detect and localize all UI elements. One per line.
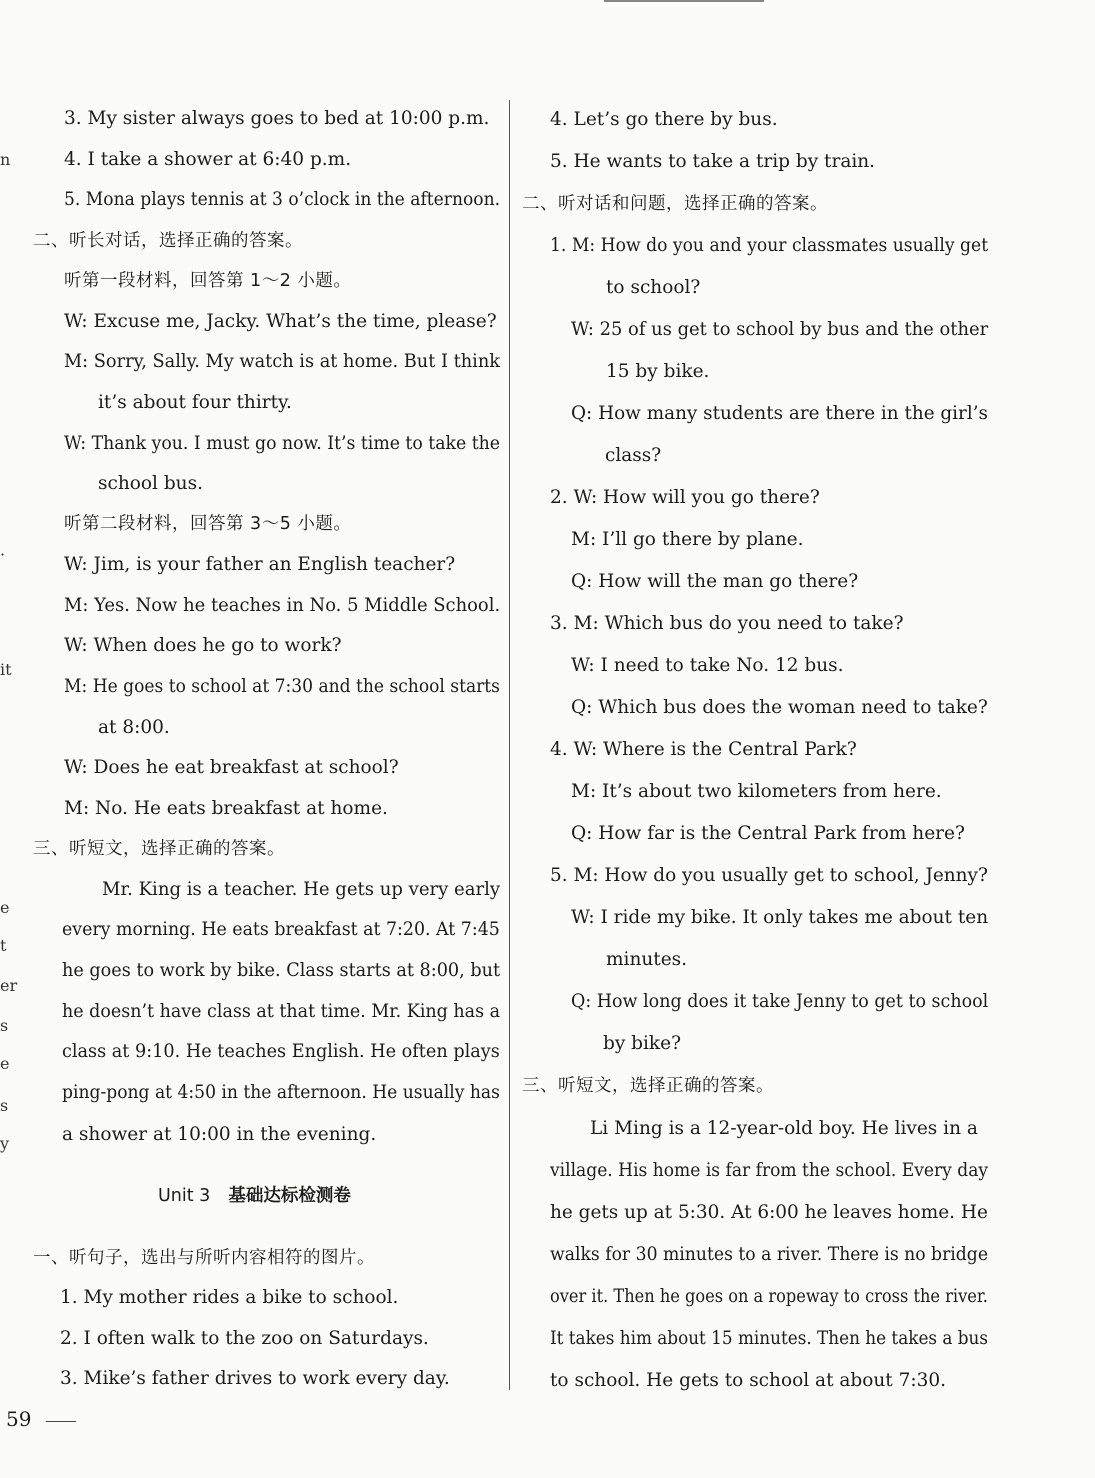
passage-line: he doesn’t have class at that time. Mr. King has a <box>62 1001 501 1022</box>
edge-fragment: e <box>0 1054 10 1073</box>
text-line: 4. I take a shower at 6:40 p.m. <box>64 149 352 170</box>
dialogue-line: school bus. <box>98 473 203 494</box>
text-line: 5. Mona plays tennis at 3 o’clock in the afternoon. <box>64 189 501 210</box>
edge-fragment: er <box>0 976 18 995</box>
edge-fragment: e <box>0 898 10 917</box>
dialogue-line: class? <box>605 445 662 466</box>
text-line: 1. My mother rides a bike to school. <box>60 1287 399 1308</box>
dialogue-line: 15 by bike. <box>606 361 710 382</box>
page-number-dash <box>46 1421 76 1422</box>
dialogue-line: it’s about four thirty. <box>98 392 292 413</box>
edge-fragment: t <box>0 936 7 955</box>
dialogue-line: W: I ride my bike. It only takes me about ten <box>571 907 989 928</box>
passage-line: over it. Then he goes on a ropeway to cross the river. <box>550 1286 988 1307</box>
passage-line: every morning. He eats breakfast at 7:20. At 7:45 <box>62 919 500 940</box>
unit-name: 基础达标检测卷 <box>228 1186 351 1206</box>
dialogue-line: to school? <box>606 277 701 298</box>
dialogue-line: M: I’ll go there by plane. <box>571 529 804 550</box>
edge-fragment: s <box>0 1096 9 1115</box>
text-line: 5. He wants to take a trip by train. <box>550 151 876 172</box>
dialogue-line: M: He goes to school at 7:30 and the school starts <box>64 676 500 697</box>
passage-line: he goes to work by bike. Class starts at 8:00, but <box>62 960 501 981</box>
dialogue-line: W: When does he go to work? <box>64 635 342 656</box>
passage-line: Mr. King is a teacher. He gets up very early <box>102 879 501 900</box>
text-line: 3. My sister always goes to bed at 10:00 p.m. <box>64 108 490 129</box>
edge-fragment: s <box>0 1016 9 1035</box>
dialogue-line: minutes. <box>606 949 688 970</box>
dialogue-line: at 8:00. <box>98 717 170 738</box>
dialogue-line: M: Yes. Now he teaches in No. 5 Middle School. <box>64 595 501 616</box>
dialogue-line: M: Sorry, Sally. My watch is at home. But I think <box>64 351 501 372</box>
edge-fragment: · <box>0 545 6 564</box>
passage-line: Li Ming is a 12-year-old boy. He lives in a <box>590 1118 978 1139</box>
text-line: 2. I often walk to the zoo on Saturdays. <box>60 1328 429 1349</box>
dialogue-line: W: Excuse me, Jacky. What’s the time, please? <box>64 311 497 332</box>
dialogue-line: W: Does he eat breakfast at school? <box>64 757 399 778</box>
dialogue-line: Q: How will the man go there? <box>571 571 859 592</box>
edge-fragment: n <box>0 150 11 169</box>
section-heading: 三、听短文，选择正确的答案。 <box>33 839 285 859</box>
unit-title <box>158 1184 351 1208</box>
dialogue-line: 1. M: How do you and your classmates usually get <box>550 235 989 256</box>
section-heading: 三、听短文，选择正确的答案。 <box>522 1076 774 1096</box>
text-line: 3. Mike’s father drives to work every day. <box>60 1368 450 1389</box>
section-heading: 二、听长对话，选择正确的答案。 <box>33 231 303 251</box>
dialogue-line: Q: How long does it take Jenny to get to school <box>571 991 989 1012</box>
dialogue-line: W: Thank you. I must go now. It’s time to take the <box>64 433 501 454</box>
dialogue-line: M: No. He eats breakfast at home. <box>64 798 388 819</box>
section-heading: 二、听对话和问题，选择正确的答案。 <box>522 194 828 214</box>
passage-line: walks for 30 minutes to a river. There is no bridge <box>550 1244 989 1265</box>
section-heading: 一、听句子，选出与所听内容相符的图片。 <box>33 1248 375 1268</box>
dialogue-line: by bike? <box>603 1033 682 1054</box>
dialogue-line: W: 25 of us get to school by bus and the other <box>571 319 989 340</box>
subsection-heading: 听第二段材料，回答第 3～5 小题。 <box>64 514 352 534</box>
dialogue-line: 4. W: Where is the Central Park? <box>550 739 857 760</box>
dialogue-line: Q: Which bus does the woman need to take? <box>571 697 988 718</box>
passage-line: class at 9:10. He teaches English. He often plays <box>62 1041 500 1062</box>
dialogue-line: W: I need to take No. 12 bus. <box>571 655 844 676</box>
passage-line: ping-pong at 4:50 in the afternoon. He usually has <box>62 1082 500 1103</box>
top-rule <box>604 0 764 2</box>
dialogue-line: Q: How many students are there in the girl’s <box>571 403 988 424</box>
dialogue-line: M: It’s about two kilometers from here. <box>571 781 942 802</box>
dialogue-line: 3. M: Which bus do you need to take? <box>550 613 904 634</box>
passage-line: village. His home is far from the school. Every day <box>550 1160 989 1181</box>
dialogue-line: 5. M: How do you usually get to school, Jenny? <box>550 865 988 886</box>
subsection-heading: 听第一段材料，回答第 1～2 小题。 <box>64 271 352 291</box>
column-divider <box>509 100 510 1390</box>
passage-line: to school. He gets to school at about 7:30. <box>550 1370 947 1391</box>
passage-line: a shower at 10:00 in the evening. <box>62 1124 377 1145</box>
dialogue-line: 2. W: How will you go there? <box>550 487 820 508</box>
edge-fragment: y <box>0 1134 10 1153</box>
page-number: 59 <box>6 1407 32 1431</box>
unit-label: Unit 3 <box>158 1186 211 1206</box>
text-line: 4. Let’s go there by bus. <box>550 109 778 130</box>
dialogue-line: W: Jim, is your father an English teacher? <box>64 554 456 575</box>
edge-fragment: it <box>0 660 12 679</box>
dialogue-line: Q: How far is the Central Park from here? <box>571 823 965 844</box>
passage-line: he gets up at 5:30. At 6:00 he leaves home. He <box>550 1202 988 1223</box>
passage-line: It takes him about 15 minutes. Then he takes a bus <box>550 1328 989 1349</box>
